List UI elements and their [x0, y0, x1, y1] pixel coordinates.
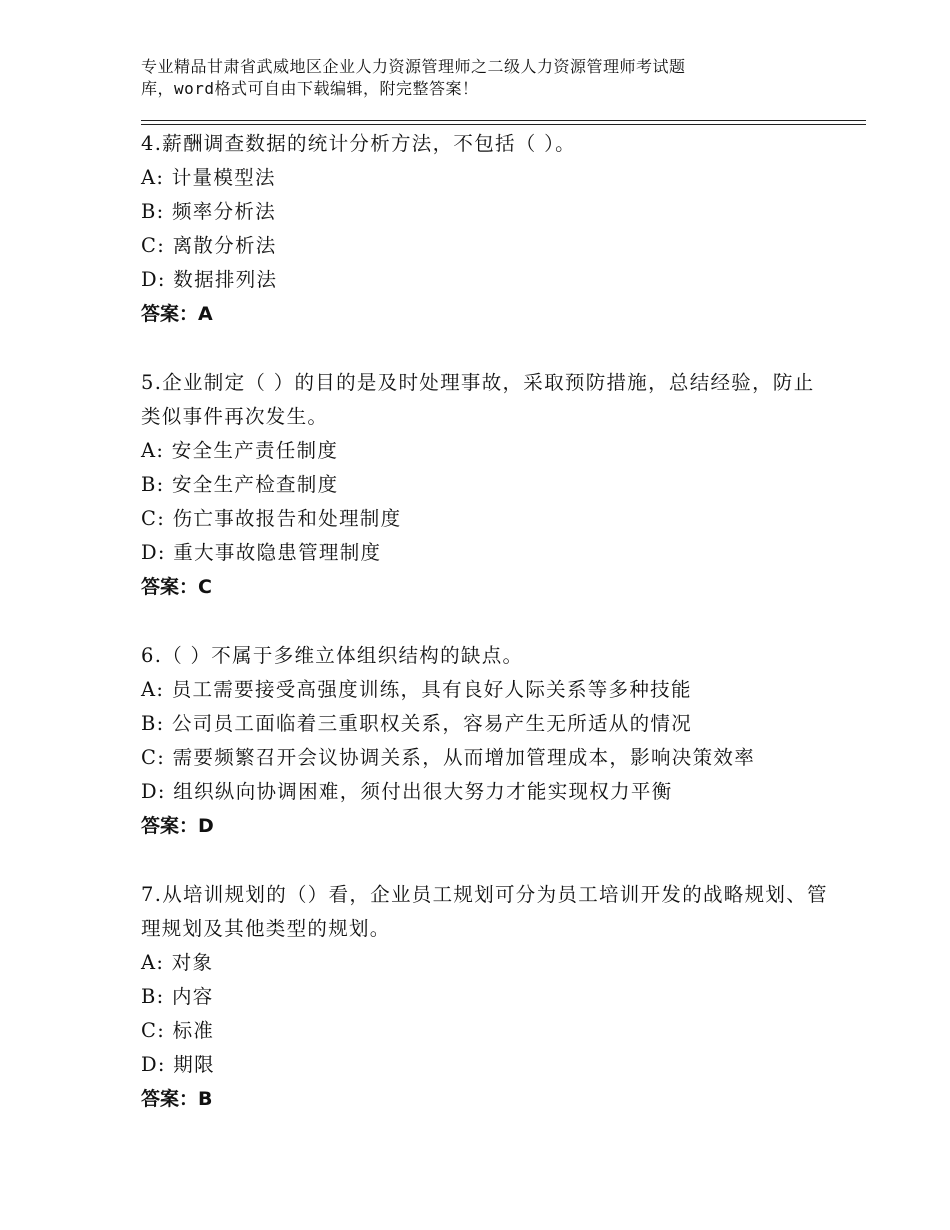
answer-line: 答案：C	[141, 576, 212, 598]
question-5	[141, 365, 831, 604]
option-d: D: 组织纵向协调困难，须付出很大努力才能实现权力平衡	[141, 780, 673, 803]
option-a: A: 员工需要接受高强度训练，具有良好人际关系等多种技能	[141, 678, 692, 701]
option-c: C: 离散分析法	[141, 234, 277, 257]
option-b: B: 安全生产检查制度	[141, 473, 339, 496]
question-7	[141, 877, 831, 1116]
header-line-2: 库，word格式可自由下载编辑，附完整答案！	[141, 79, 479, 98]
option-a: A: 安全生产责任制度	[141, 439, 339, 462]
option-b: B: 公司员工面临着三重职权关系，容易产生无所适从的情况	[141, 712, 692, 735]
option-c: C: 标准	[141, 1019, 215, 1042]
question-stem: 6.（ ）不属于多维立体组织结构的缺点。	[141, 644, 524, 667]
question-6	[141, 638, 831, 843]
option-d: D: 期限	[141, 1053, 215, 1076]
question-stem: 7.从培训规划的（）看，企业员工规划可分为员工培训开发的战略规划、管理规划及其他类型的规划。	[141, 883, 828, 940]
option-b: B: 频率分析法	[141, 200, 276, 223]
option-d: D: 重大事故隐患管理制度	[141, 541, 382, 564]
answer-line: 答案：A	[141, 303, 213, 325]
question-list	[141, 126, 831, 1150]
question-4	[141, 126, 831, 331]
option-a: A: 计量模型法	[141, 166, 276, 189]
option-b: B: 内容	[141, 985, 214, 1008]
question-stem: 4.薪酬调查数据的统计分析方法，不包括（ ）。	[141, 132, 576, 155]
option-a: A: 对象	[141, 951, 214, 974]
header-line-1: 专业精品甘肃省武威地区企业人力资源管理师之二级人力资源管理师考试题	[141, 57, 686, 76]
header-double-rule	[141, 120, 866, 125]
document-header	[141, 56, 821, 100]
option-c: C: 需要频繁召开会议协调关系，从而增加管理成本，影响决策效率	[141, 746, 755, 769]
option-d: D: 数据排列法	[141, 268, 278, 291]
answer-line: 答案：D	[141, 815, 214, 837]
option-c: C: 伤亡事故报告和处理制度	[141, 507, 402, 530]
answer-line: 答案：B	[141, 1088, 213, 1110]
question-stem: 5.企业制定（ ）的目的是及时处理事故，采取预防措施，总结经验，防止类似事件再次发生。	[141, 371, 815, 428]
